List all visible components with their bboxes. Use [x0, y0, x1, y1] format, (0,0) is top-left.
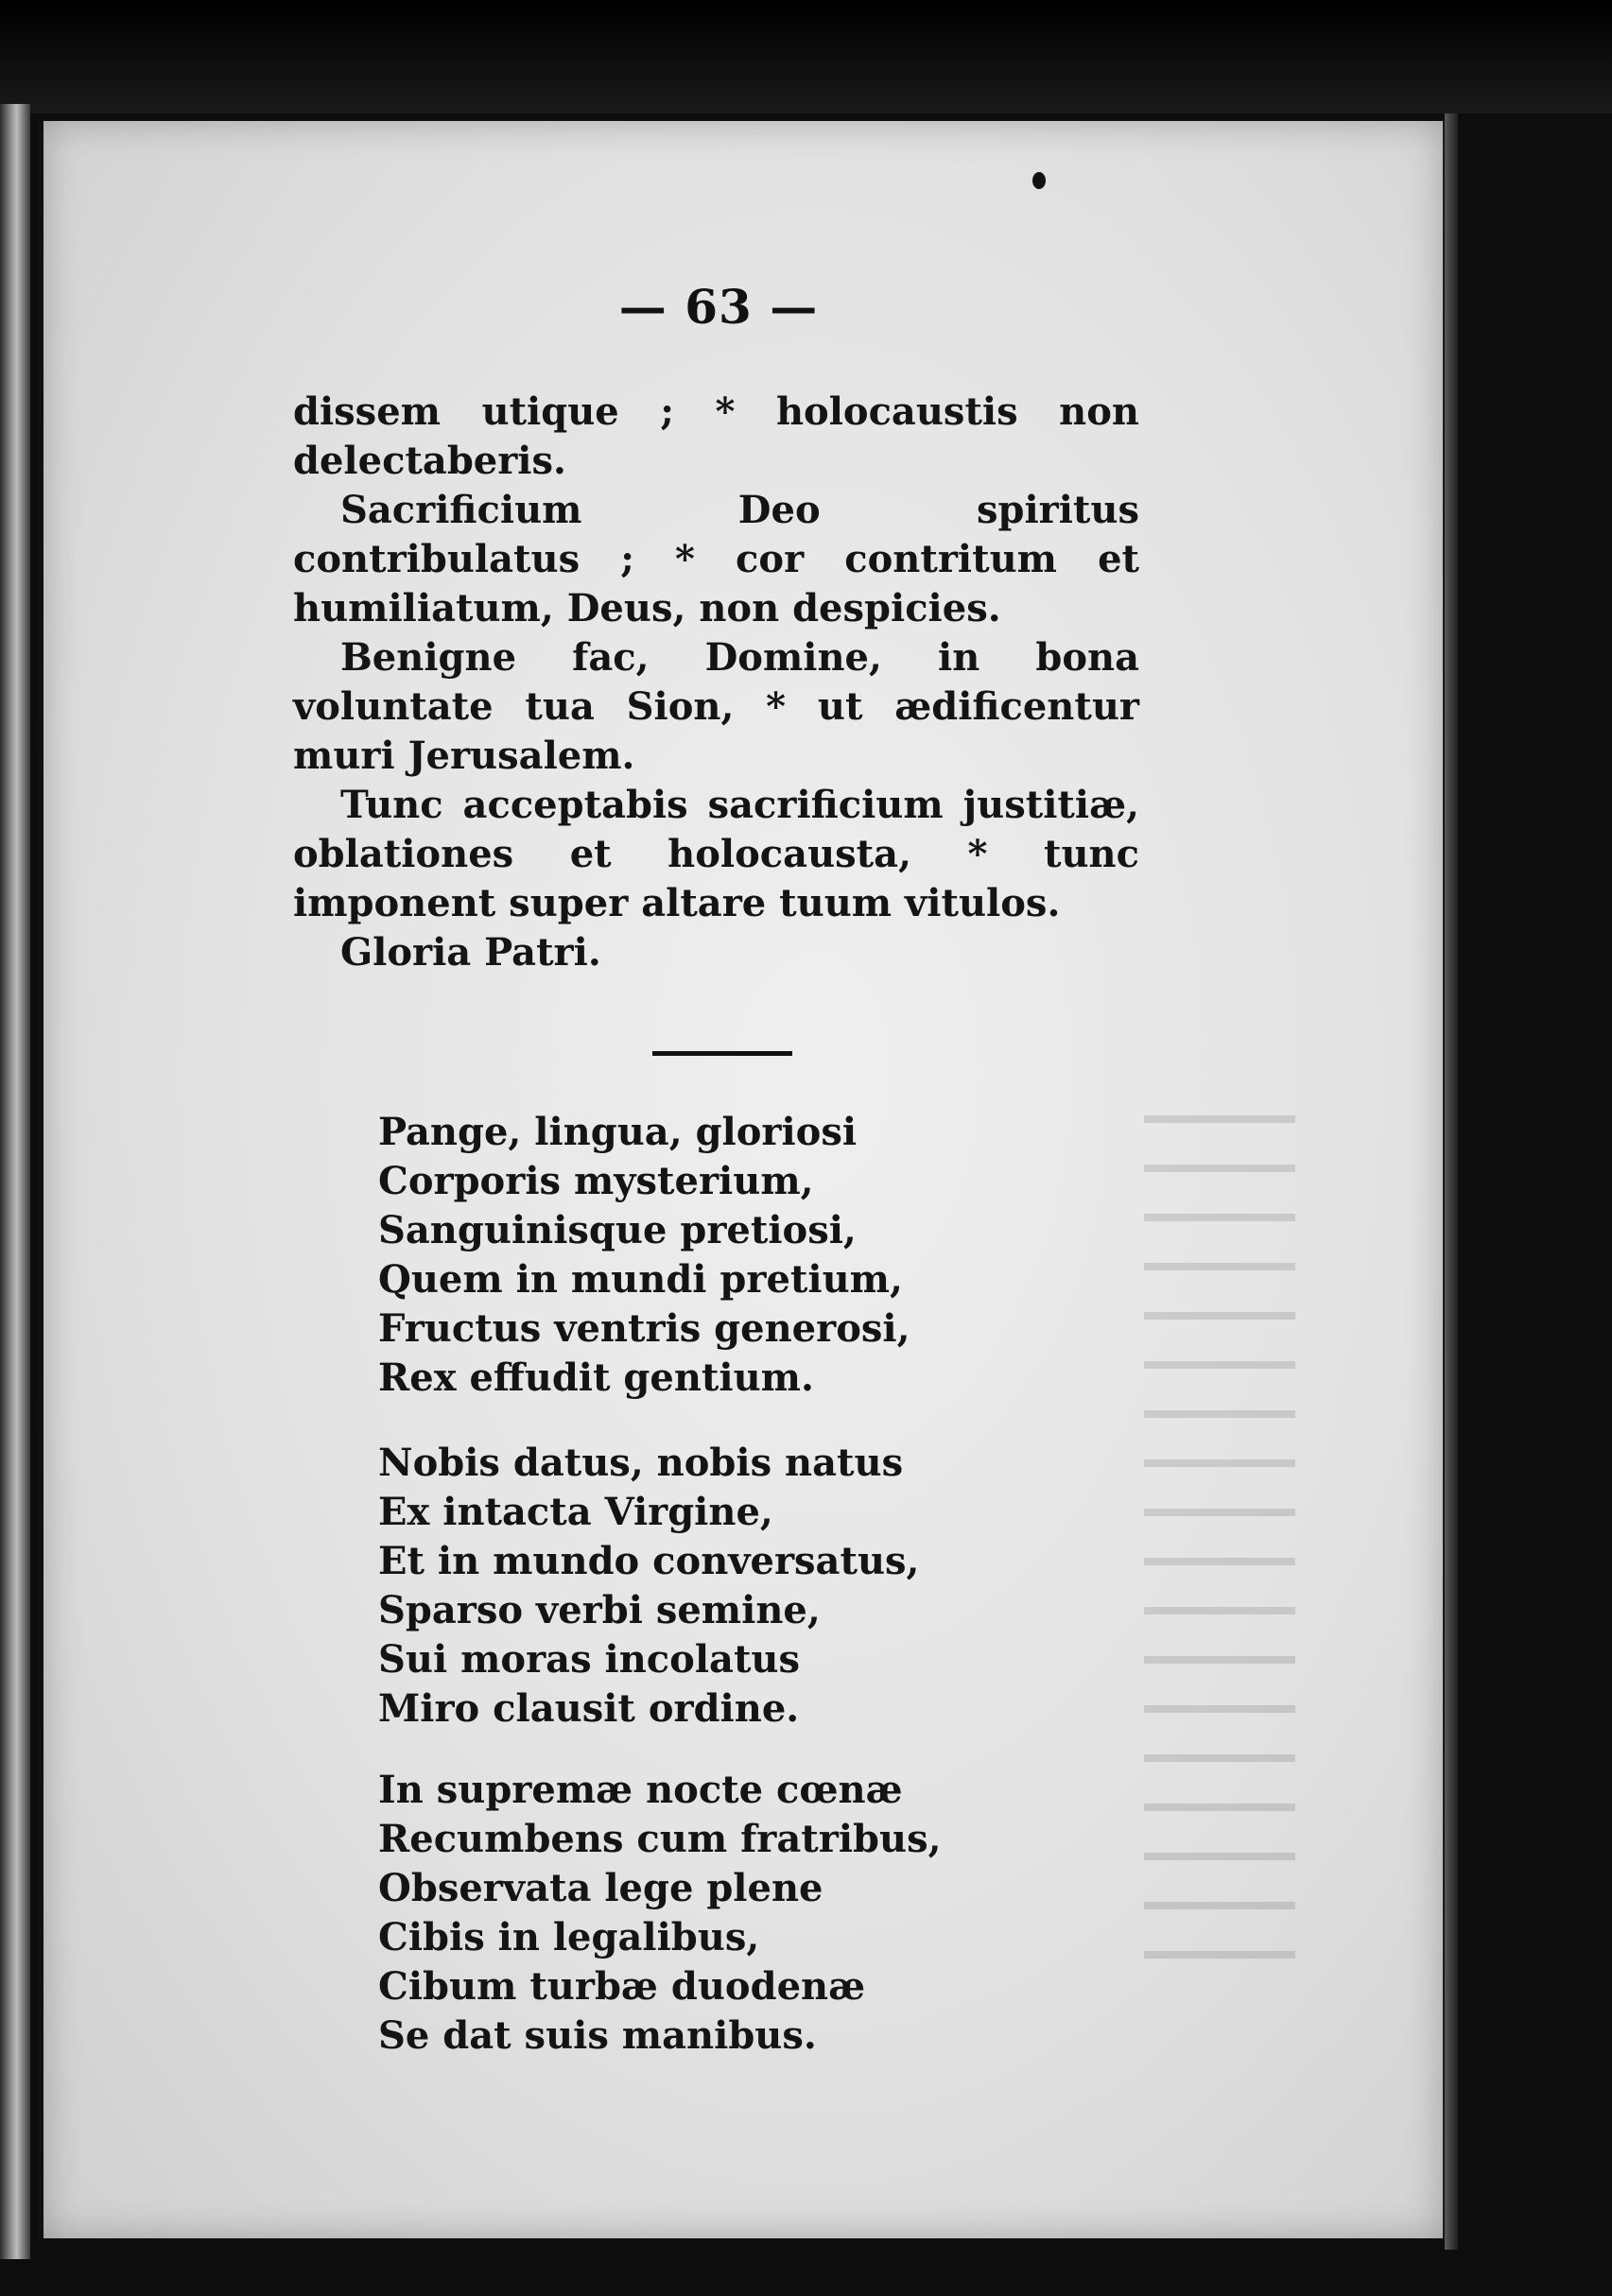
section-divider [652, 1051, 792, 1056]
psalm-text [293, 388, 1139, 977]
hymn-stanza [378, 1766, 942, 2061]
page-number: — 63 — [618, 279, 819, 335]
right-page-edge [1445, 113, 1458, 2250]
hymn-stanza [378, 1439, 919, 1734]
hymn-line: In supremæ nocte cœnæ [378, 1768, 903, 1812]
hymn-line: Cibis in legalibus, [378, 1915, 760, 1959]
verse-line: dissem utique ; * holocaustis non delectaberis. [293, 389, 1139, 483]
scan-background [0, 0, 1612, 113]
hymn-line: Corporis mysterium, [378, 1159, 814, 1203]
bleed-through-text [1144, 1115, 1295, 1966]
left-page-edge [0, 104, 30, 2259]
hymn-line: Quem in mundi pretium, [378, 1257, 903, 1302]
verse-line: Tunc acceptabis sacrificium justitiæ, oblationes et holocausta, * tunc imponent super altare tuum vitulos. [293, 783, 1139, 925]
ink-speck [1032, 172, 1046, 189]
hymn-line: Et in mundo conversatus, [378, 1539, 920, 1583]
hymn-line: Fructus ventris generosi, [378, 1306, 910, 1351]
hymn-line: Observata lege plene [378, 1866, 823, 1910]
hymn-line: Pange, lingua, gloriosi [378, 1110, 858, 1154]
verse-line: Benigne fac, Domine, in bona voluntate tua Sion, * ut ædificentur muri Jerusalem. [293, 635, 1139, 778]
hymn-line: Sanguinisque pretiosi, [378, 1208, 857, 1252]
hymn-line: Se dat suis manibus. [378, 2013, 817, 2058]
hymn-line: Miro clausit ordine. [378, 1686, 800, 1731]
hymn-line: Rex effudit gentium. [378, 1355, 814, 1400]
hymn-line: Recumbens cum fratribus, [378, 1817, 942, 1861]
hymn-line: Cibum turbæ duodenæ [378, 1964, 866, 2009]
hymn-stanza [378, 1108, 910, 1403]
hymn-line: Ex intacta Virgine, [378, 1490, 773, 1534]
verse-line: Gloria Patri. [340, 930, 601, 975]
hymn-line: Sui moras incolatus [378, 1637, 801, 1682]
hymn-line: Nobis datus, nobis natus [378, 1441, 904, 1485]
verse-line: Sacrificium Deo spiritus contribulatus ; * cor contritum et humiliatum, Deus, non despicies. [293, 488, 1139, 630]
hymn-line: Sparso verbi semine, [378, 1588, 821, 1632]
